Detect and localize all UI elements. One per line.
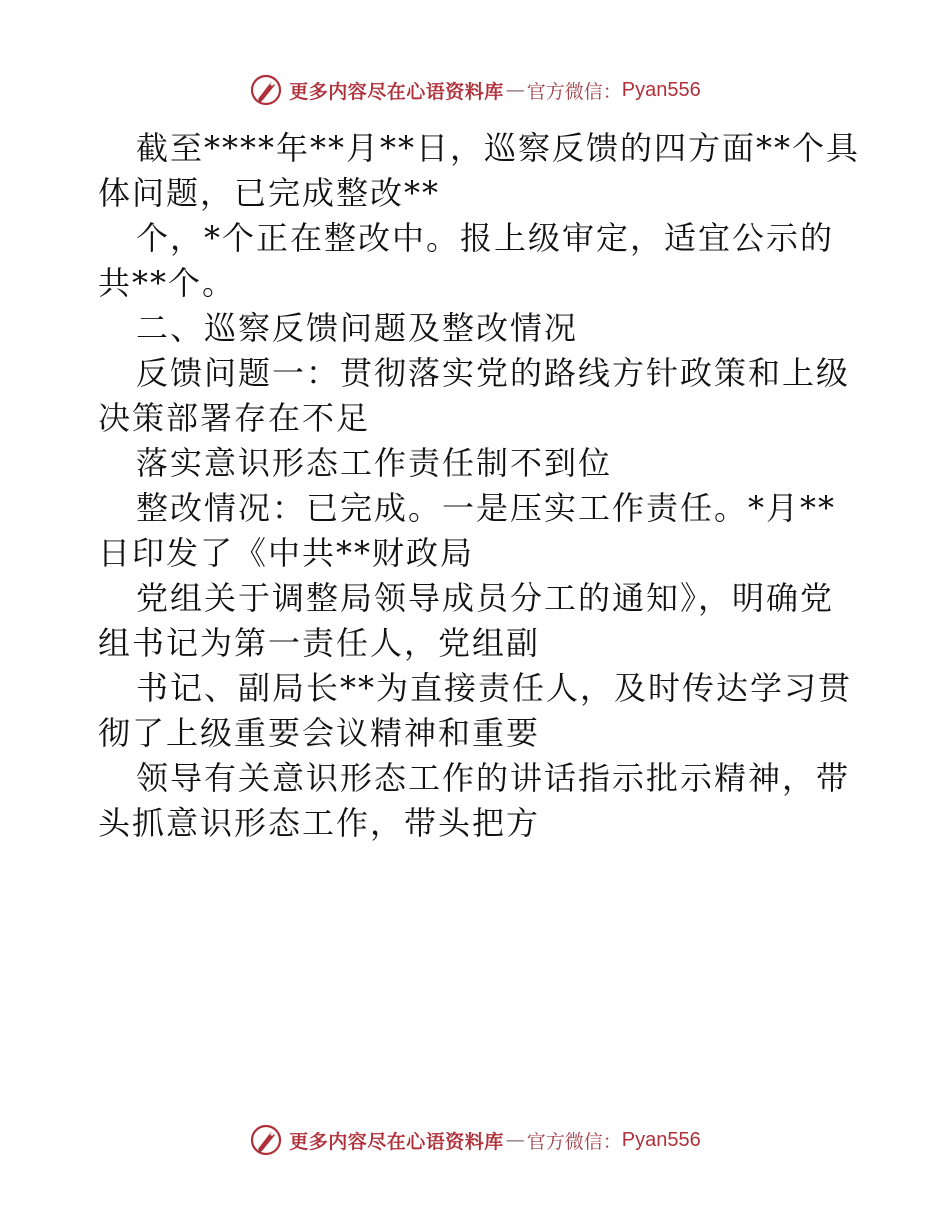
document-body — [98, 126, 861, 846]
banner-site-name: 更多内容尽在心语资料库 — [289, 80, 504, 103]
section-heading: 二、巡察反馈问题及整改情况 — [136, 309, 579, 347]
header-banner — [0, 70, 950, 110]
banner-site-name: 更多内容尽在心语资料库 — [289, 1130, 504, 1153]
body-line: 组书记为第一责任人，党组副 — [98, 624, 541, 662]
body-line: 共**个。 — [98, 264, 237, 302]
banner-dash: — — [505, 79, 525, 101]
banner-wechat-id: Pyan556 — [621, 1128, 701, 1151]
banner-wechat-label: 官方微信： — [526, 80, 622, 103]
banner-dash: — — [505, 1129, 525, 1151]
body-line: 头抓意识形态工作，带头把方 — [98, 804, 541, 842]
banner-wechat-label: 官方微信： — [526, 1130, 622, 1153]
body-line: 领导有关意识形态工作的讲话指示批示精神，带 — [136, 759, 851, 797]
body-line: 截至****年**月**日，巡察反馈的四方面**个具 — [136, 129, 861, 167]
body-line: 反馈问题一：贯彻落实党的路线方针政策和上级 — [136, 354, 851, 392]
body-line: 彻了上级重要会议精神和重要 — [98, 714, 541, 752]
banner-wechat-id: Pyan556 — [621, 78, 701, 101]
body-line: 落实意识形态工作责任制不到位 — [136, 444, 613, 482]
body-line: 体问题，已完成整改** — [98, 174, 441, 212]
body-line: 党组关于调整局领导成员分工的通知》，明确党 — [136, 579, 835, 617]
pen-logo-icon — [249, 1123, 283, 1157]
body-line: 日印发了《中共**财政局 — [98, 534, 475, 572]
body-line: 个，*个正在整改中。报上级审定，适宜公示的 — [136, 219, 835, 257]
body-line: 整改情况：已完成。一是压实工作责任。*月** — [136, 489, 837, 527]
footer-banner — [0, 1120, 950, 1160]
pen-logo-icon — [249, 73, 283, 107]
body-line: 决策部署存在不足 — [98, 399, 371, 437]
body-line: 书记、副局长**为直接责任人，及时传达学习贯 — [136, 669, 853, 707]
